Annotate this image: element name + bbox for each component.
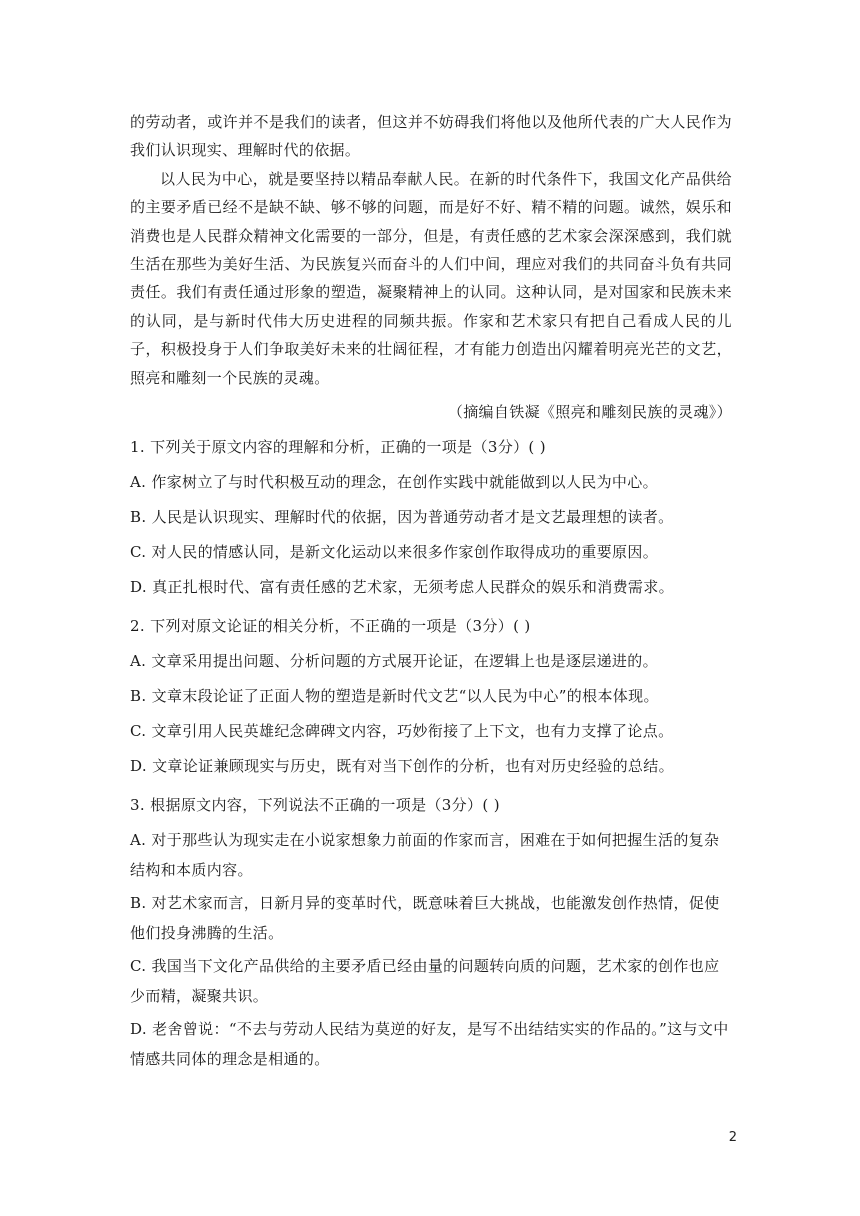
option-c: C. 文章引用人民英雄纪念碑碑文内容，巧妙衔接了上下文，也有力支撑了论点。 [130, 722, 674, 741]
option-d: D. 老舍曾说：“不去与劳动人民结为莫逆的好友，是写不出结结实实的作品的。”这与文中情感共同体的理念是相通的。 [130, 1020, 729, 1069]
passage-continued-paragraph: 的劳动者，或许并不是我们的读者，但这并不妨碍我们将他以及他所代表的广大人民作为我们认识现实、理解时代的依据。 [130, 113, 732, 160]
page-content [130, 108, 732, 1077]
option-d: D. 真正扎根时代、富有责任感的艺术家，无须考虑人民群众的娱乐和消费需求。 [130, 578, 674, 597]
option-b: B. 对艺术家而言，日新月异的变革时代，既意味着巨大挑战，也能激发创作热情，促使他们投身沸腾的生活。 [130, 894, 720, 943]
question-stem: 1. 下列关于原文内容的理解和分析，正确的一项是（3分）( ) [130, 438, 546, 457]
passage-source: （摘编自铁凝《照亮和雕刻民族的灵魂》） [447, 403, 732, 422]
question-2 [130, 609, 732, 784]
question-stem: 2. 下列对原文论证的相关分析，不正确的一项是（3分）( ) [130, 617, 531, 636]
option-c: C. 我国当下文化产品供给的主要矛盾已经由量的问题转向质的问题，艺术家的创作也应少而精，凝聚共识。 [130, 957, 720, 1006]
question-stem: 3. 根据原文内容，下列说法不正确的一项是（3分）( ) [130, 796, 500, 815]
option-c: C. 对人民的情感认同，是新文化运动以来很多作家创作取得成功的重要原因。 [130, 543, 659, 562]
option-a: A. 文章采用提出问题、分析问题的方式展开论证，在逻辑上也是逐层递进的。 [130, 652, 658, 671]
question-1 [130, 430, 732, 605]
option-b: B. 文章末段论证了正面人物的塑造是新时代文艺“以人民为中心”的根本体现。 [130, 687, 659, 706]
option-a: A. 作家树立了与时代积极互动的理念，在创作实践中就能做到以人民为中心。 [130, 473, 658, 492]
page-number: 2 [728, 1130, 737, 1145]
option-b: B. 人民是认识现实、理解时代的依据，因为普通劳动者才是文艺最理想的读者。 [130, 508, 674, 527]
option-d: D. 文章论证兼顾现实与历史，既有对当下创作的分析，也有对历史经验的总结。 [130, 757, 674, 776]
option-a: A. 对于那些认为现实走在小说家想象力前面的作家而言，困难在于如何把握生活的复杂结构和本质内容。 [130, 831, 720, 880]
question-3 [130, 788, 732, 1074]
passage-paragraph: 以人民为中心，就是要坚持以精品奉献人民。在新的时代条件下，我国文化产品供给的主要矛盾已经不是缺不缺、够不够的问题，而是好不好、精不精的问题。诚然，娱乐和消费也是人民群众精神文化需要的一部分，但是，有责任感的艺术家会深深感到，我们就生活在那些为美好生活、为民族复兴而奋斗的人们中间，理应对我们的共同奋斗负有共同责任。我们有责任通过形象的塑造，凝聚精神上的认同。这种认同，是对国家和民族未来的认同，是与新时代伟大历史进程的同频共振。作家和艺术家只有把自己看成人民的儿子，积极投身于人们争取美好未来的壮阔征程，才有能力创造出闪耀着明亮光芒的文艺，照亮和雕刻一个民族的灵魂。 [130, 169, 732, 387]
